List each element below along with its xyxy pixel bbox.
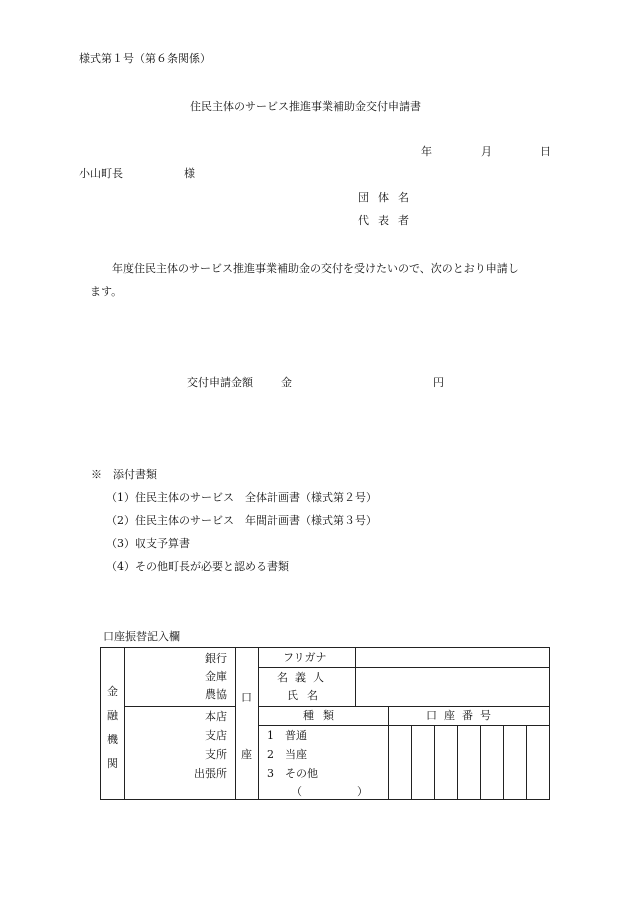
- date-month-label: 月: [481, 145, 492, 158]
- account-type-option: 1 普通: [267, 729, 307, 742]
- branch-type-label: 支店: [205, 729, 227, 742]
- branch-type-label: 支所: [205, 748, 227, 761]
- account-label-char: 口: [241, 691, 252, 704]
- table-divider: [235, 648, 236, 800]
- account-type-other-paren: （ ）: [291, 785, 368, 798]
- bank-type-label: 農協: [205, 688, 227, 701]
- bank-type-label: 金庫: [205, 670, 227, 683]
- account-type-header: 種類: [303, 709, 343, 722]
- table-divider: [434, 725, 435, 800]
- body-text-line1: 年度住民主体のサービス推進事業補助金の交付を受けたいので、次のとおり申請し: [112, 262, 519, 275]
- group-name-label: 団体名: [358, 191, 418, 204]
- institution-label-char: 金: [107, 685, 118, 698]
- table-divider: [124, 648, 125, 800]
- date-day-label: 日: [540, 145, 551, 158]
- holder-label: 名義人: [277, 671, 331, 684]
- table-divider: [480, 725, 481, 800]
- holder-name-label: 氏名: [287, 689, 327, 702]
- attachments-heading: ※ 添付書類: [91, 468, 157, 481]
- page-title: 住民主体のサービス推進事業補助金交付申請書: [190, 100, 421, 113]
- attachment-item: （3）収支予算書: [106, 537, 190, 550]
- institution-label-char: 機: [107, 733, 118, 746]
- branch-type-label: 本店: [205, 710, 227, 723]
- institution-label-char: 融: [107, 709, 118, 722]
- attachment-item: （4）その他町長が必要と認める書類: [106, 560, 289, 573]
- attachment-item: （2）住民主体のサービス 年間計画書（様式第３号）: [106, 514, 377, 527]
- attachment-item: （1）住民主体のサービス 全体計画書（様式第２号）: [106, 491, 377, 504]
- amount-unit: 円: [433, 376, 444, 389]
- amount-label: 交付申請金額: [187, 376, 253, 389]
- body-text-line2: ます。: [90, 285, 123, 298]
- bank-type-label: 銀行: [205, 652, 227, 665]
- table-divider: [258, 667, 550, 668]
- form-number: 様式第１号（第６条関係）: [79, 52, 211, 65]
- table-divider: [355, 648, 356, 706]
- table-divider: [503, 725, 504, 800]
- bank-account-table: [100, 647, 550, 800]
- date-year-label: 年: [421, 145, 432, 158]
- account-label-char: 座: [241, 748, 252, 761]
- table-divider: [457, 725, 458, 800]
- addressee-honorific: 様: [184, 167, 195, 180]
- table-divider: [526, 725, 527, 800]
- table-divider: [258, 648, 259, 800]
- table-divider: [388, 706, 389, 800]
- account-type-option: 3 その他: [267, 767, 318, 780]
- institution-label-char: 関: [107, 757, 118, 770]
- branch-type-label: 出張所: [194, 767, 227, 780]
- table-divider: [411, 725, 412, 800]
- bank-section-title: 口座振替記入欄: [103, 630, 180, 643]
- table-divider: [258, 725, 550, 726]
- representative-label: 代表者: [358, 214, 418, 227]
- furigana-label: フリガナ: [283, 651, 327, 664]
- amount-prefix: 金: [281, 376, 292, 389]
- table-divider: [124, 706, 235, 707]
- account-number-header: 口座番号: [426, 709, 498, 722]
- table-divider: [258, 706, 550, 707]
- addressee-name: 小山町長: [79, 167, 123, 180]
- account-type-option: 2 当座: [267, 748, 307, 761]
